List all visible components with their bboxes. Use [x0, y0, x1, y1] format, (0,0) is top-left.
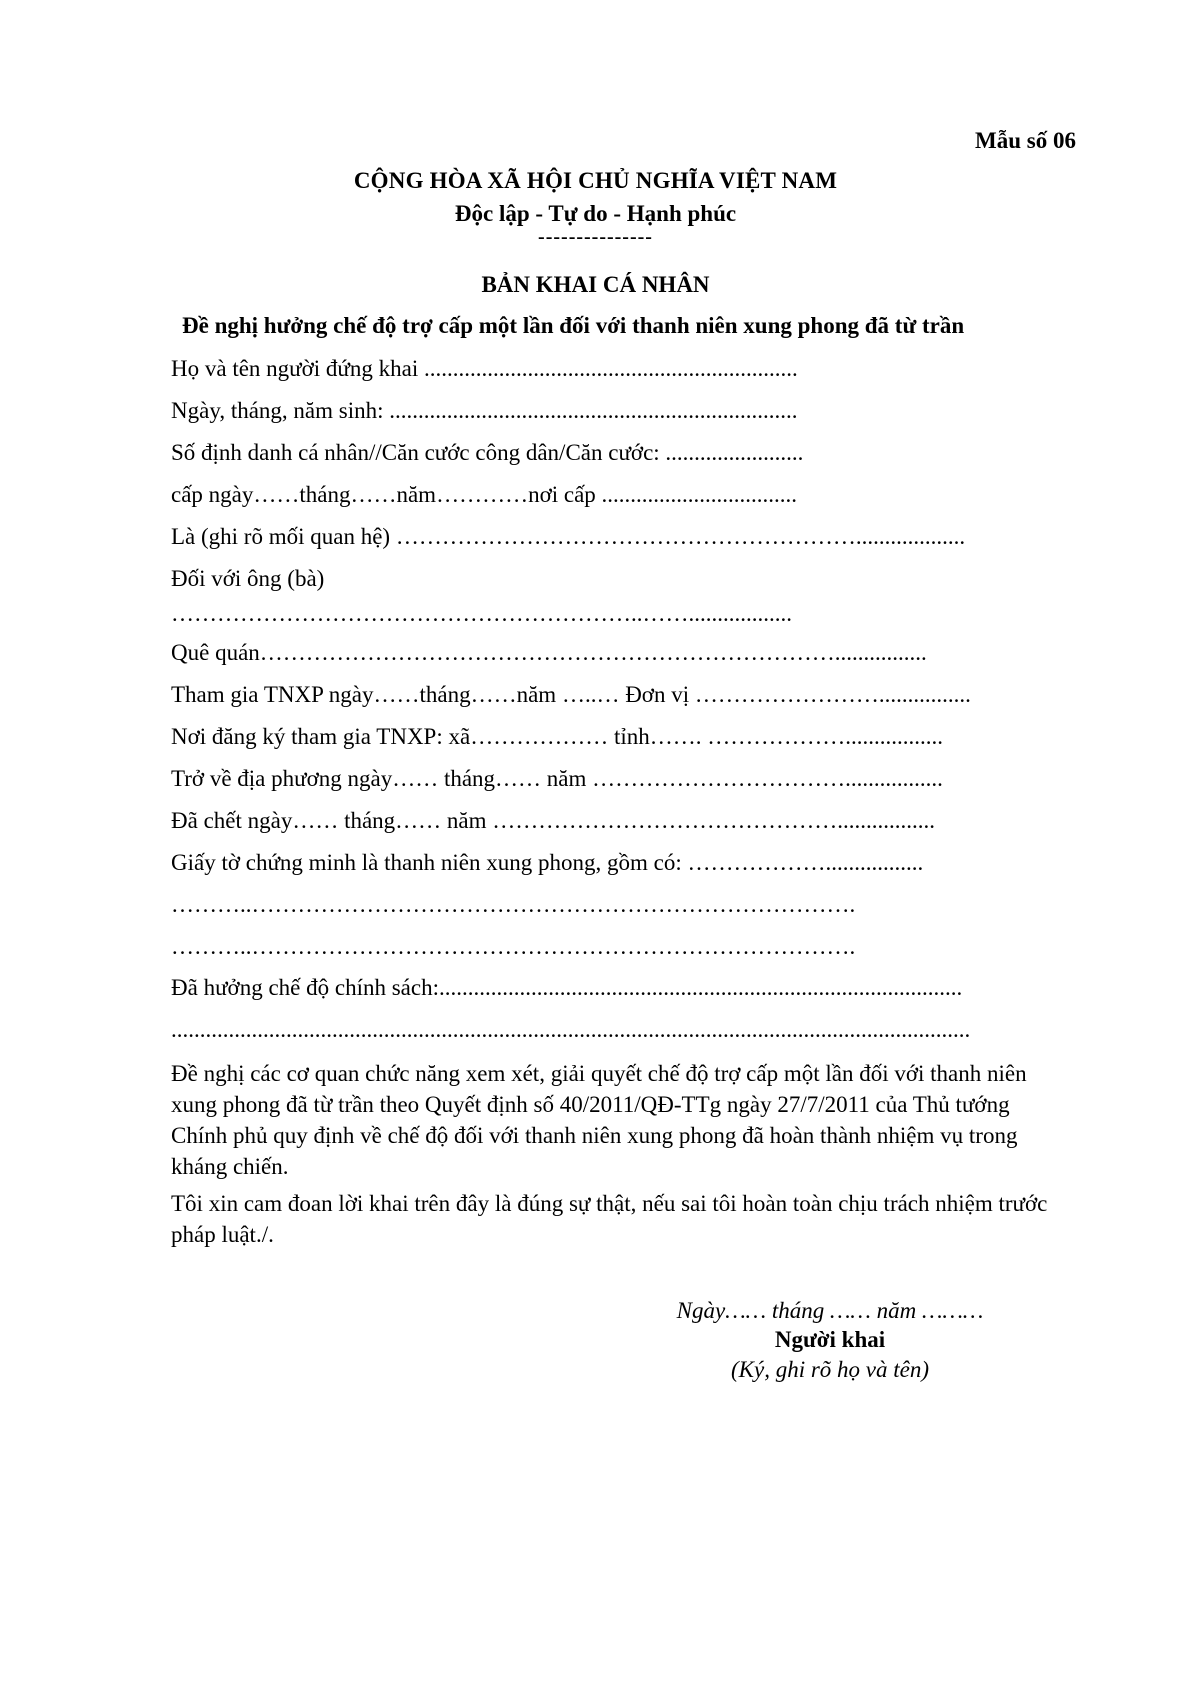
- field-benefits-received-line-2: ...........................................................................................................................................: [171, 1017, 971, 1042]
- field-proof-documents: Giấy tờ chứng minh là thanh niên xung phong, gồm có: ……………….................: [171, 850, 924, 875]
- field-id-number: Số định danh cá nhân//Căn cước công dân/Căn cước: ........................: [171, 440, 804, 465]
- field-death-date: Đã chết ngày…… tháng…… năm ……………………………………….................: [171, 808, 936, 833]
- field-proof-documents-line-3: ………..…………………………………………………………………….: [171, 934, 856, 959]
- heading-separator: ---------------: [538, 226, 653, 248]
- signature-role: Người khai: [774, 1327, 886, 1352]
- field-join-date-unit: Tham gia TNXP ngày……tháng……năm …..… Đơn vị ……………………................: [171, 682, 971, 707]
- motto-heading: Độc lập - Tự do - Hạnh phúc: [454, 201, 737, 226]
- field-relationship: Là (ghi rõ mối quan hệ) ……………………………………………………...................: [171, 524, 966, 549]
- field-id-issue: cấp ngày……tháng……năm…………nơi cấp ..................................: [171, 482, 798, 507]
- field-registration-place: Nơi đăng ký tham gia TNXP: xã……………… tỉnh……. ……………….................: [171, 724, 943, 749]
- document-title: BẢN KHAI CÁ NHÂN: [481, 272, 710, 297]
- field-return-date: Trở về địa phương ngày…… tháng…… năm …………………………….................: [171, 766, 943, 791]
- field-deceased-person: ……………………………………………………..……..................: [171, 601, 792, 626]
- request-paragraph: Đề nghị các cơ quan chức năng xem xét, giải quyết chế độ trợ cấp một lần đối với thanh niên xung phong đã từ trần theo Quyết định số 40/2011/QĐ-TTg ngày 27/7/2011 của Thủ tướng Chính phủ quy định về chế độ đối với thanh niên xung phong đã hoàn thành nhiệm vụ trong kháng chiến.: [171, 1061, 1027, 1179]
- field-benefits-received: Đã hưởng chế độ chính sách:...........................................................................................: [171, 975, 963, 1000]
- signature-instruction: (Ký, ghi rõ họ và tên): [730, 1357, 929, 1382]
- field-hometown: Quê quán…………………………………………………………………................: [171, 640, 927, 665]
- nation-heading: CỘNG HÒA XÃ HỘI CHỦ NGHĨA VIỆT NAM: [353, 168, 838, 193]
- commitment-paragraph: Tôi xin cam đoan lời khai trên đây là đúng sự thật, nếu sai tôi hoàn toàn chịu trách nhiệm trước pháp luật./.: [171, 1191, 1048, 1247]
- field-proof-documents-line-2: ………..…………………………………………………………………….: [171, 892, 856, 917]
- field-full-name: Họ và tên người đứng khai .................................................................: [171, 356, 798, 381]
- form-number: Mẫu số 06: [975, 128, 1076, 153]
- field-birth-date: Ngày, tháng, năm sinh: .......................................................................: [171, 398, 798, 423]
- signature-date-line: Ngày…… tháng …… năm ………: [676, 1298, 984, 1323]
- document-subtitle: Đề nghị hưởng chế độ trợ cấp một lần đối với thanh niên xung phong đã từ trần: [182, 313, 965, 338]
- field-deceased-person-label: Đối với ông (bà): [171, 566, 325, 591]
